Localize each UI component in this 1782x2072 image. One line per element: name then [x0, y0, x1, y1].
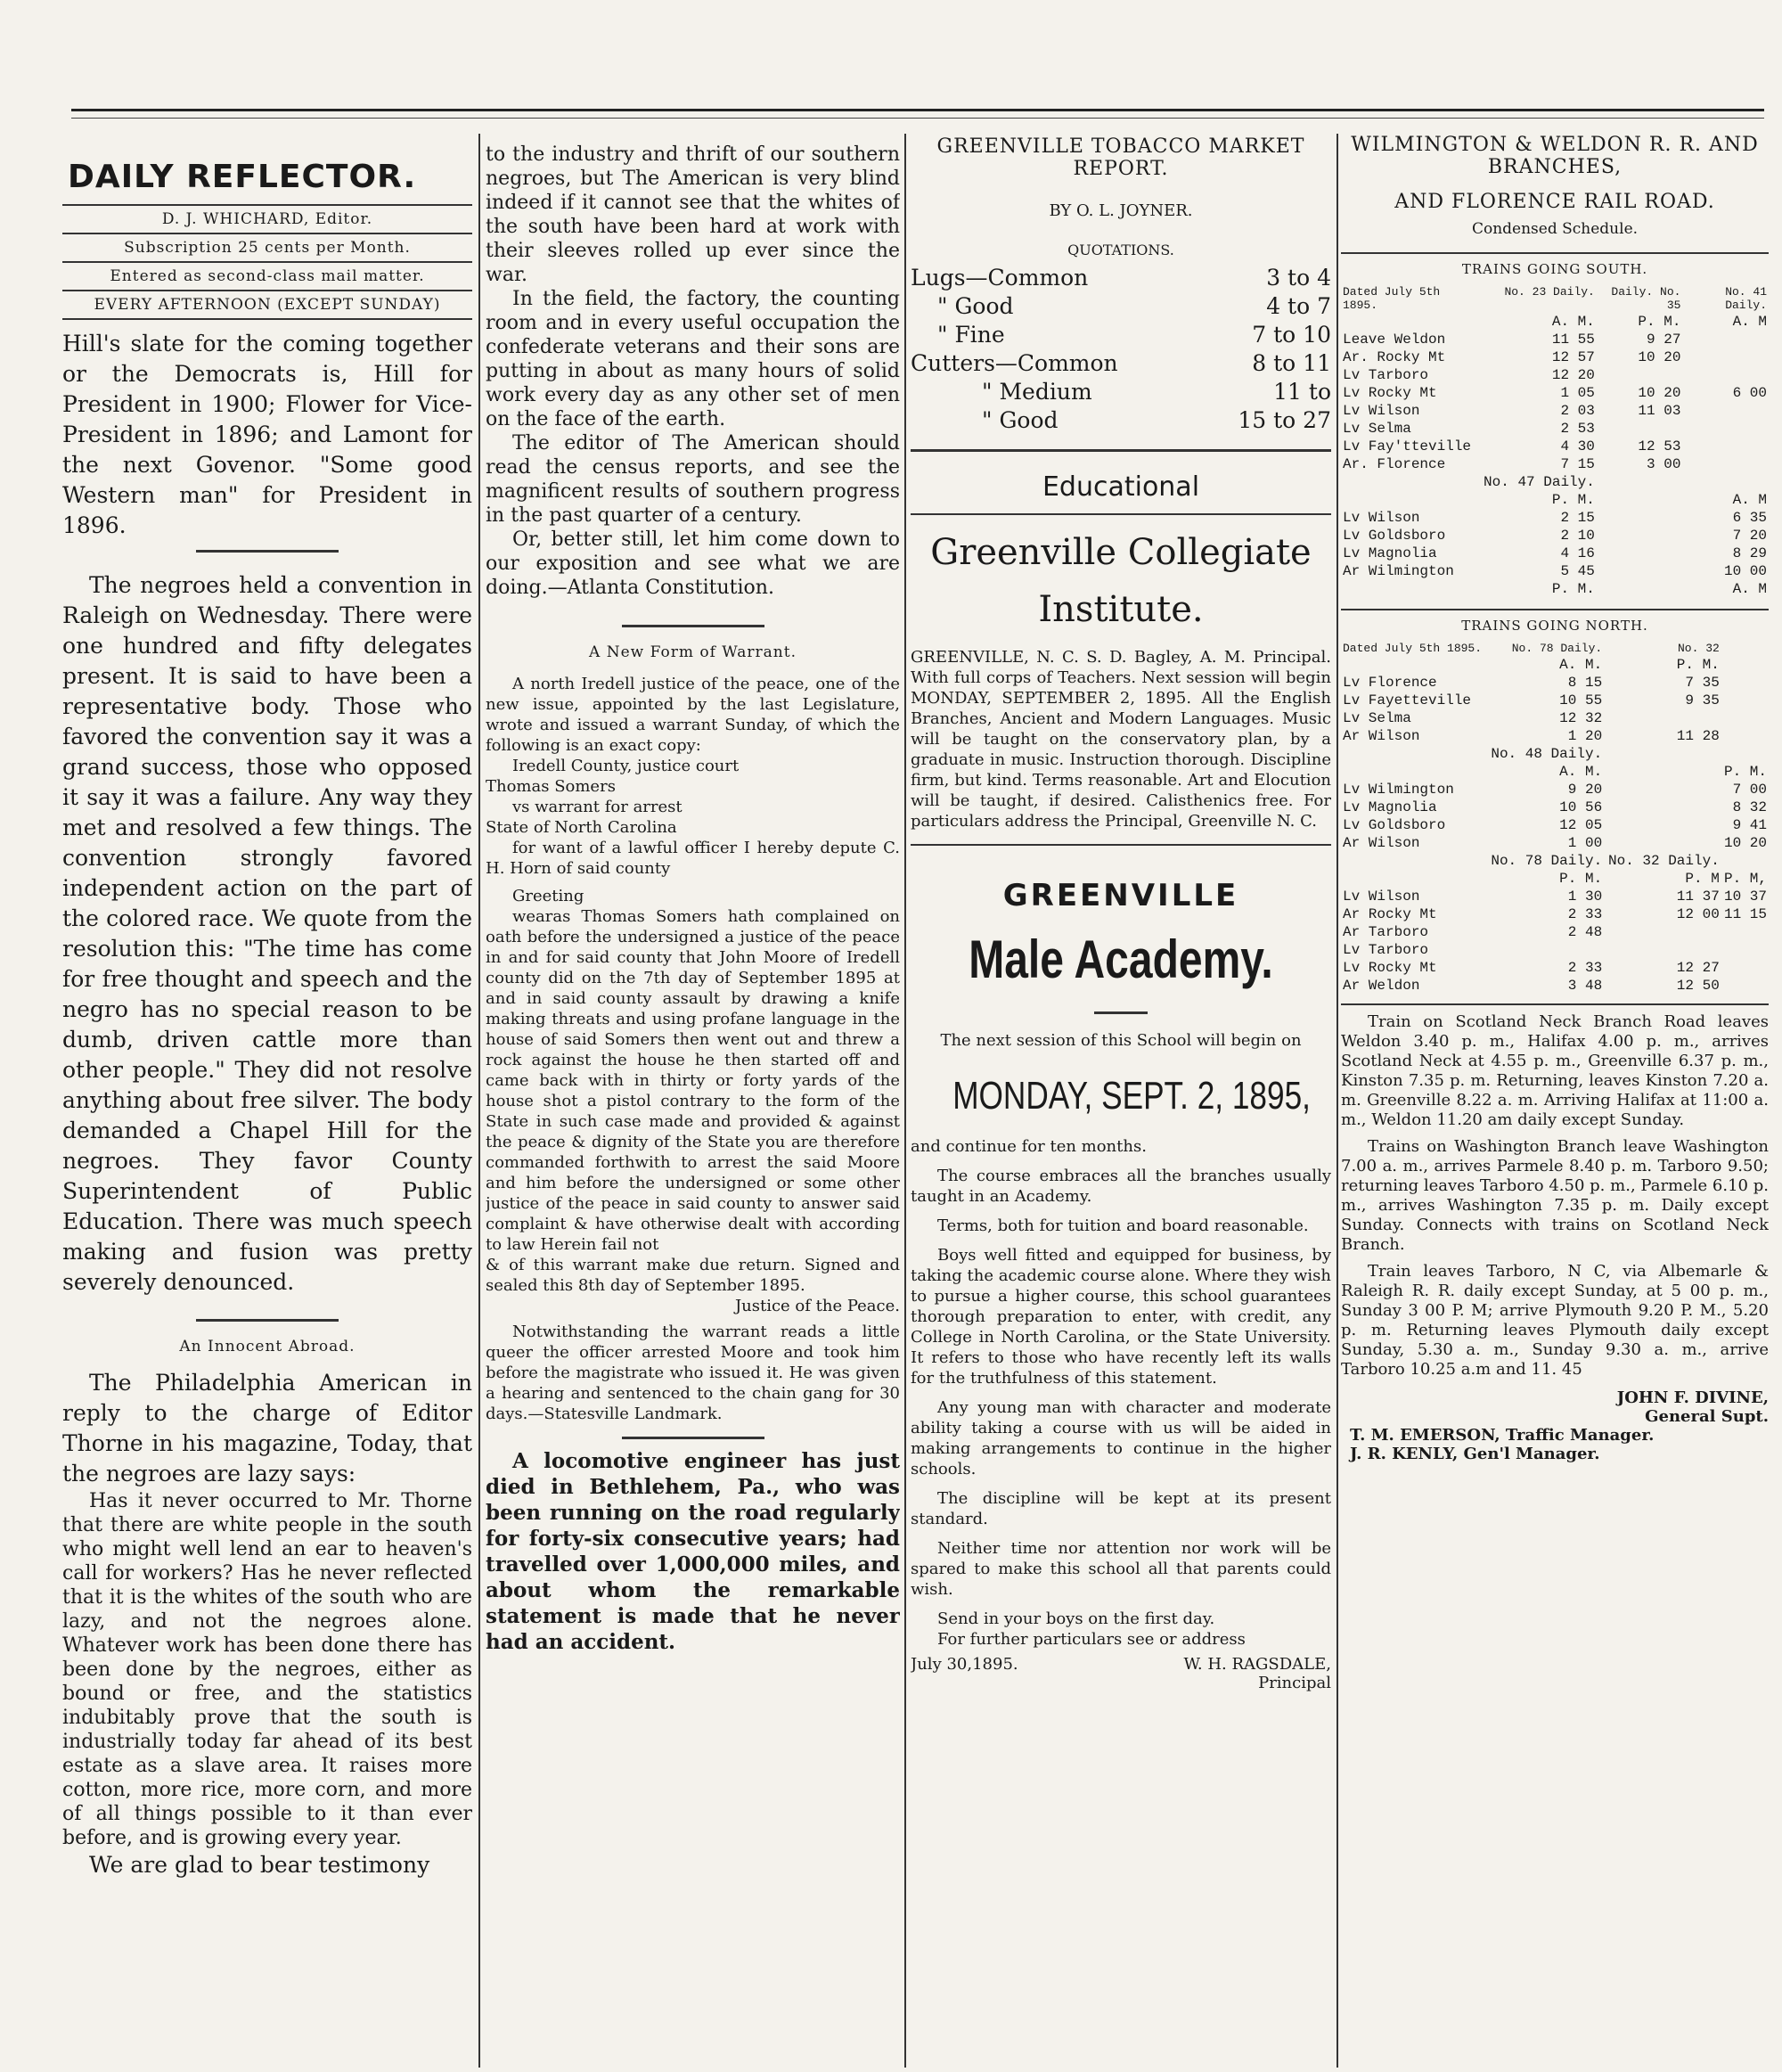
academy-terms: Terms, both for tuition and board reasonable. — [937, 1216, 1309, 1235]
time-cell — [1682, 348, 1769, 366]
station-cell: Lv Magnolia — [1343, 799, 1437, 815]
time-cell: No. 48 Daily. — [1491, 746, 1603, 762]
station-cell — [1341, 491, 1482, 509]
academy-duration: and continue for ten months. — [911, 1137, 1147, 1156]
time-cell: 12 20 — [1551, 367, 1595, 383]
time-cell: A. M. — [1551, 314, 1595, 330]
masthead-title: DAILY REFLECTOR. — [68, 159, 417, 195]
gci-description: GREENVILLE, N. C. S. D. Bagley, A. M. Principal. With full corps of Teachers. Next session will begin MONDAY, SEPTEMBER 2, 1895. All the English Branches, Ancient and Modern Languages. Music will be taught on the conservatory plan, by a graduate in music. Instruction thorough. Discipline firm, but kind. Terms reasonable. Art and Elocution will be taught, if desired. Calisthenics free. For particulars address the Principal, Greenville N. C. — [911, 648, 1331, 831]
time-cell: A. M. — [1559, 764, 1603, 780]
time-cell: 6 00 — [1732, 385, 1767, 401]
separator — [911, 513, 1331, 515]
academy-discipline: The discipline will be kept at its present standard. — [911, 1489, 1331, 1528]
timetable-row — [1341, 745, 1769, 763]
station-cell: Lv Tarboro — [1343, 367, 1429, 383]
tarboro-plymouth-notice: Train leaves Tarboro, N C, via Albemarle & Raleigh R. R. daily except Sunday, at 5 00 p. m., Sunday 3 00 P. M; arrive Plymouth 9.20 P. M., 5.20 p. m. Returning leaves Plymouth daily except Sunday, 5.30 a. m., Sunday 9.30 a. m., arrive Tarboro 10.25 a.m and 11. 45 — [1341, 1262, 1769, 1379]
time-cell: A. M — [1732, 314, 1767, 330]
subscription-line: Subscription 25 cents per Month. — [62, 234, 472, 263]
time-cell — [1682, 331, 1769, 348]
time-cell: No. 78 Daily. — [1511, 642, 1603, 655]
time-cell — [1487, 941, 1605, 959]
time-cell: 11 03 — [1638, 403, 1681, 419]
time-cell: Daily. No. 35 — [1611, 285, 1681, 312]
time-cell: 1 00 — [1567, 835, 1603, 851]
separator — [622, 625, 764, 627]
article-heading-innocent-abroad: An Innocent Abroad. — [179, 1338, 356, 1355]
academy-signature-block — [911, 1655, 1331, 1692]
warrant-depute: for want of a lawful officer I hereby depute C. H. Horn of said county — [486, 839, 900, 878]
quote-row: " Medium 11 to — [982, 379, 1331, 405]
station-cell: Lv Wilson — [1343, 403, 1420, 419]
article-locomotive-engineer: A locomotive engineer has just died in Bethlehem, Pa., who was been running on the road regularly for forty-six consecutive years; had travelled over 1,000,000 miles, and about whom the remarkable statement is made that he never had an accident. — [486, 1449, 900, 1654]
tobacco-report-byline: BY O. L. JOYNER. — [1049, 201, 1193, 220]
time-cell: 1 05 — [1560, 385, 1595, 401]
time-cell: 8 29 — [1732, 545, 1767, 561]
time-cell — [1597, 509, 1683, 527]
time-cell: 7 20 — [1732, 528, 1767, 544]
time-cell — [1721, 745, 1769, 763]
timetable-row — [1341, 656, 1769, 674]
top-rule-thin — [71, 118, 1764, 119]
quotations-table — [911, 264, 1331, 435]
station-cell: Dated July 5th 1895. — [1343, 642, 1483, 655]
time-cell: 9 41 — [1732, 817, 1767, 833]
station-cell: Lv Florence — [1343, 675, 1437, 691]
timetable-row — [1341, 977, 1769, 995]
time-cell: 12 00 — [1676, 906, 1720, 922]
gci-title-line2: Institute. — [1038, 589, 1204, 630]
time-cell: 5 45 — [1560, 563, 1595, 579]
station-cell — [1341, 870, 1487, 888]
timetable-row — [1341, 509, 1769, 527]
timetable-row — [1341, 781, 1769, 798]
time-cell — [1597, 473, 1683, 491]
time-cell — [1604, 941, 1721, 959]
time-cell — [1597, 527, 1683, 545]
station-cell: Ar Wilson — [1343, 835, 1420, 851]
academy-send-boys: Send in your boys on the first day. — [937, 1609, 1215, 1628]
time-cell: 2 33 — [1567, 960, 1603, 976]
article-negro-convention: The negroes held a convention in Raleigh on Wednesday. There were one hundred and fifty delegates present. It is said to have been a representative body. Those who favored the convention say it was a grand success, those who opposed it say it was a failure. Any way they met and resolved a few things. The convention strongly favored independent action on the part of the colored race. We quote from the resolution this: "The time has come for free thought and speech and the negro has no special reason to be dumb, driven cattle more than other people." They did not resolve anything about free silver. The body demanded a Chapel Hill for the negroes. They favor County Superintendent of Public Education. There was much speech making and fusion was pretty severely denounced. — [62, 572, 472, 1295]
academy-young-man: Any young man with character and moderate ability taking a course with us will be aided in making arrangements to continue in the higher schools. — [911, 1398, 1331, 1478]
time-cell — [1682, 366, 1769, 384]
top-rule — [71, 109, 1764, 111]
washington-branch-notice: Trains on Washington Branch leave Washington 7.00 a. m., arrives Parmele 8.40 p. m. Tarboro 9.50; returning leaves Tarboro 4.50 p. m., Parmele 6.10 p. m., arrives Washington 7.35 p. m. Daily except Sunday. Connects with trains on Scotland Neck Branch. — [1341, 1137, 1769, 1254]
time-cell — [1721, 959, 1769, 977]
timetable-row — [1341, 674, 1769, 692]
time-cell: 2 15 — [1560, 510, 1595, 526]
academy-city-heading: GREENVILLE — [1002, 878, 1239, 913]
warrant-intro: A north Iredell justice of the peace, one of the new issue, appointed by the last Legislature, wrote and issued a warrant Sunday, of which the following is an exact copy: — [486, 675, 900, 755]
mail-line: Entered as second-class mail matter. — [62, 263, 472, 291]
station-cell: Lv Selma — [1343, 710, 1411, 726]
time-cell: 10 37 — [1723, 889, 1767, 905]
station-cell: Lv Rocky Mt — [1343, 385, 1437, 401]
time-cell: 3 48 — [1567, 978, 1603, 994]
timetable-row — [1341, 545, 1769, 562]
trains-south-heading: TRAINS GOING SOUTH. — [1461, 261, 1648, 277]
time-cell: 12 53 — [1638, 438, 1681, 455]
station-cell: Lv Magnolia — [1343, 545, 1437, 561]
separator — [1341, 609, 1769, 610]
time-cell — [1721, 709, 1769, 727]
timetable-row — [1341, 331, 1769, 348]
separator — [1341, 252, 1769, 254]
timetable-row — [1341, 852, 1769, 870]
time-cell: P. M. — [1676, 657, 1720, 673]
timetable-north — [1341, 641, 1769, 995]
time-cell — [1597, 545, 1683, 562]
warrant-outcome: Notwithstanding the warrant reads a little queer the officer arrested Moore and took him before the magistrate who issued it. He was given a hearing and sentenced to the chain gang for 30 days.—Statesville Landmark. — [486, 1323, 900, 1423]
time-cell: 8 32 — [1732, 799, 1767, 815]
time-cell: 6 35 — [1732, 510, 1767, 526]
time-cell: 12 32 — [1559, 710, 1603, 726]
schedule-line: EVERY AFTERNOON (EXCEPT SUNDAY) — [62, 291, 472, 320]
time-cell: P. M. — [1638, 314, 1681, 330]
time-cell: P. M. — [1551, 581, 1595, 597]
timetable-row — [1341, 888, 1769, 905]
time-cell: 11 55 — [1551, 332, 1595, 348]
timetable-row — [1341, 941, 1769, 959]
time-cell — [1604, 781, 1721, 798]
timetable-row — [1341, 923, 1769, 941]
time-cell: 2 48 — [1567, 924, 1603, 940]
academy-title: Male Academy. — [969, 930, 1273, 989]
time-cell: 10 20 — [1638, 385, 1681, 401]
time-cell: 2 53 — [1560, 421, 1595, 437]
station-cell: Lv Goldsboro — [1343, 817, 1446, 833]
timetable-south — [1341, 284, 1769, 598]
separator — [622, 1437, 764, 1439]
academy-start-date: MONDAY, SEPT. 2, 1895, — [952, 1074, 1311, 1118]
column-4 — [1341, 134, 1769, 2068]
time-cell — [1604, 923, 1721, 941]
time-cell — [1597, 420, 1683, 438]
time-cell: 12 27 — [1676, 960, 1720, 976]
timetable-row — [1341, 473, 1769, 491]
column-2 — [486, 134, 900, 2068]
time-cell: 12 05 — [1559, 817, 1603, 833]
timetable-row — [1341, 870, 1769, 888]
article-editor-census: The editor of The American should read the census reports, and see the magnificent results of southern progress in the past quarter of a century. — [486, 432, 900, 527]
time-cell: 11 37 — [1676, 889, 1720, 905]
time-cell: P. M — [1685, 871, 1720, 887]
time-cell: P. M. — [1559, 871, 1603, 887]
time-cell — [1682, 402, 1769, 420]
signature-superintendent: JOHN F. DIVINE, — [1616, 1388, 1769, 1407]
time-cell — [1682, 420, 1769, 438]
time-cell: 9 35 — [1685, 692, 1720, 708]
timetable-row — [1341, 816, 1769, 834]
article-exposition: Or, better still, let him come down to our exposition and see what we are doing.—Atlanta Constitution. — [486, 528, 900, 599]
time-cell: 12 57 — [1551, 349, 1595, 365]
time-cell — [1604, 763, 1721, 781]
time-cell: A. M. — [1559, 657, 1603, 673]
station-cell: Lv Selma — [1343, 421, 1411, 437]
academy-signature: W. H. RAGSDALE, Principal — [1183, 1655, 1331, 1692]
time-cell: No. 47 Daily. — [1484, 474, 1595, 490]
station-cell: Ar Weldon — [1343, 978, 1420, 994]
time-cell: 10 00 — [1723, 563, 1767, 579]
time-cell — [1604, 798, 1721, 816]
separator — [911, 449, 1331, 452]
time-cell: 10 20 — [1723, 835, 1767, 851]
quote-row: " Good 15 to 27 — [982, 407, 1331, 433]
time-cell — [1682, 438, 1769, 455]
signature-general-manager: J. R. KENLY, Gen'l Manager. — [1350, 1445, 1600, 1463]
academy-session-intro: The next session of this School will begin on — [940, 1031, 1302, 1050]
time-cell: 7 35 — [1685, 675, 1720, 691]
time-cell: P. M. — [1551, 492, 1595, 508]
educational-heading: Educational — [1042, 471, 1200, 503]
time-cell: 4 30 — [1560, 438, 1595, 455]
time-cell: No. 78 Daily. — [1491, 853, 1603, 869]
time-cell: P. M, — [1723, 871, 1767, 887]
article-innocent-intro: The Philadelphia American in reply to the charge of Editor Thorne in his magazine, Today, that the negroes are lazy says: — [62, 1370, 472, 1486]
time-cell — [1597, 491, 1683, 509]
station-cell — [1341, 313, 1482, 331]
station-cell: Lv Goldsboro — [1343, 528, 1446, 544]
station-cell: Ar Wilmington — [1343, 563, 1454, 579]
time-cell — [1721, 656, 1769, 674]
time-cell: 9 20 — [1567, 782, 1603, 798]
time-cell: 9 27 — [1647, 332, 1681, 348]
time-cell — [1597, 366, 1683, 384]
warrant-body: wearas Thomas Somers hath complained on oath before the undersigned a justice of the peace in and for said county that John Moore of Iredell county did on the 7th day of September 1895 at and in said county assault by drawing a knife making threats and using profane language in the house of said Somers then went out and threw a rock against the house he then started off and came back with in thirty or forty yards of the house shot a pistol contrary to the form of the State in such case made and provided & against the peace & dignity of the State you are therefore commanded forthwith to arrest the said Moore and him before the undersigned or some other justice of the peace in said county to answer said complaint & have otherwise dealt with according to law Herein fail not — [486, 907, 900, 1254]
separator — [911, 844, 1331, 846]
station-cell — [1341, 763, 1487, 781]
warrant-return: & of this warrant make due return. Signed and sealed this 8th day of September 1895. — [486, 1256, 900, 1295]
station-cell — [1341, 852, 1487, 870]
academy-date: July 30,1895. — [911, 1655, 1018, 1674]
railroad-subtitle: AND FLORENCE RAIL ROAD. — [1394, 191, 1715, 213]
time-cell — [1721, 692, 1769, 709]
time-cell: 4 16 — [1560, 545, 1595, 561]
station-cell: Lv Tarboro — [1343, 942, 1429, 958]
time-cell: No. 23 Daily. — [1504, 285, 1595, 299]
station-cell — [1341, 473, 1482, 491]
time-cell: 7 00 — [1732, 782, 1767, 798]
station-cell: Lv Fayetteville — [1343, 692, 1472, 708]
station-cell: Ar. Rocky Mt — [1343, 349, 1446, 365]
editor-line: D. J. WHICHARD, Editor. — [62, 204, 472, 234]
time-cell: 12 50 — [1676, 978, 1720, 994]
time-cell — [1597, 580, 1683, 598]
timetable-row — [1341, 420, 1769, 438]
station-cell: Ar Rocky Mt — [1343, 906, 1437, 922]
time-cell: 10 55 — [1559, 692, 1603, 708]
academy-attention: Neither time nor attention nor work will be spared to make this school all that parents could wish. — [911, 1539, 1331, 1599]
time-cell: 2 03 — [1560, 403, 1595, 419]
timetable-row — [1341, 834, 1769, 852]
timetable-row — [1341, 959, 1769, 977]
timetable-row — [1341, 366, 1769, 384]
article-heading-warrant: A New Form of Warrant. — [589, 643, 797, 661]
academy-particulars: For further particulars see or address — [937, 1630, 1246, 1649]
column-divider — [904, 134, 906, 2068]
timetable-row — [1341, 284, 1769, 313]
signature-superintendent-title: General Supt. — [1645, 1407, 1769, 1426]
time-cell: 10 56 — [1559, 799, 1603, 815]
academy-course: The course embraces all the branches usually taught in an Academy. — [911, 1167, 1331, 1206]
separator — [196, 550, 339, 553]
timetable-row — [1341, 798, 1769, 816]
station-cell: Dated July 5th 1895. — [1343, 285, 1441, 312]
station-cell: Lv Rocky Mt — [1343, 960, 1437, 976]
scotland-neck-notice: Train on Scotland Neck Branch Road leaves Weldon 3.40 p. m., Halifax 4.00 p. m., arrives Scotland Neck at 4.55 p. m., Greenville 6.37 p. m., Kinston 7.35 p. m. Returning, leaves Kinston 7.20 a. m. Greenville 8.22 a. m. Arriving Halifax at 11:00 a. m., Weldon 11.20 am daily except Sunday. — [1341, 1012, 1769, 1129]
timetable-row — [1341, 348, 1769, 366]
time-cell — [1721, 852, 1769, 870]
column-1 — [62, 134, 472, 2068]
quote-row: Cutters—Common 8 to 11 — [911, 350, 1331, 376]
time-cell: A. M — [1732, 581, 1767, 597]
trains-north-heading: TRAINS GOING NORTH. — [1461, 618, 1648, 634]
time-cell — [1721, 977, 1769, 995]
gci-title-line1: Greenville Collegiate — [930, 532, 1312, 573]
warrant-plaintiff: Thomas Somers — [486, 777, 616, 796]
article-hill-slate: Hill's slate for the coming together or the Democrats is, Hill for President in 1900; Flower for Vice-President in 1896; and Lamont for the next Govenor. "Some good Western man" for President in 1896. — [62, 331, 472, 538]
timetable-row — [1341, 527, 1769, 545]
time-cell: 8 15 — [1567, 675, 1603, 691]
separator — [1094, 1011, 1148, 1014]
article-continued: to the industry and thrift of our southern negroes, but The American is very blind indeed if it cannot see that the whites of the south have been hard at work with their sleeves rolled up ever since the war. — [486, 143, 900, 286]
time-cell: 3 00 — [1647, 456, 1681, 472]
tobacco-report-title: GREENVILLE TOBACCO MARKET REPORT. — [936, 135, 1305, 180]
time-cell: A. M — [1732, 492, 1767, 508]
quote-row: " Fine 7 to 10 — [937, 322, 1331, 348]
time-cell — [1604, 816, 1721, 834]
quote-row: " Good 4 to 7 — [937, 293, 1331, 319]
time-cell — [1721, 727, 1769, 745]
time-cell: No. 32 Daily. — [1607, 853, 1720, 869]
condensed-schedule-label: Condensed Schedule. — [1471, 220, 1639, 238]
time-cell — [1604, 745, 1721, 763]
station-cell — [1341, 656, 1487, 674]
station-cell: Leave Weldon — [1343, 332, 1446, 348]
separator — [196, 1319, 339, 1322]
railroad-title: WILMINGTON & WELDON R. R. AND BRANCHES, — [1351, 134, 1759, 178]
time-cell: 10 20 — [1638, 349, 1681, 365]
time-cell — [1721, 674, 1769, 692]
warrant-county: Iredell County, justice court — [512, 757, 740, 775]
time-cell — [1682, 455, 1769, 473]
warrant-state: State of North Carolina — [486, 818, 677, 837]
timetable-row — [1341, 491, 1769, 509]
timetable-row — [1341, 402, 1769, 420]
time-cell: No. 41 Daily. — [1725, 285, 1767, 312]
timetable-row — [1341, 709, 1769, 727]
article-field-factory: In the field, the factory, the counting room and in every useful occupation the confederate veterans and their sons are putting in about as many hours of solid work every day as any other set of men on the face of the earth. — [486, 288, 900, 430]
timetable-row — [1341, 455, 1769, 473]
time-cell — [1721, 941, 1769, 959]
time-cell — [1721, 641, 1769, 656]
timetable-row — [1341, 641, 1769, 656]
signature-traffic-manager: T. M. EMERSON, Traffic Manager. — [1350, 1426, 1655, 1445]
column-divider — [478, 134, 480, 2068]
station-cell: Lv Wilson — [1343, 889, 1420, 905]
time-cell — [1597, 562, 1683, 580]
time-cell: P. M. — [1723, 764, 1767, 780]
timetable-row — [1341, 692, 1769, 709]
timetable-row — [1341, 905, 1769, 923]
station-cell: Lv Fay'tteville — [1343, 438, 1472, 455]
article-innocent-end: We are glad to bear testimony — [89, 1852, 430, 1878]
time-cell: 2 33 — [1567, 906, 1603, 922]
quote-row: Lugs—Common 3 to 4 — [911, 265, 1331, 291]
time-cell: 11 28 — [1676, 728, 1720, 744]
timetable-row — [1341, 313, 1769, 331]
time-cell — [1682, 473, 1769, 491]
warrant-vs: vs warrant for arrest — [512, 798, 683, 816]
station-cell: Ar. Florence — [1343, 456, 1446, 472]
station-cell: Lv Wilmington — [1343, 782, 1454, 798]
timetable-row — [1341, 727, 1769, 745]
timetable-row — [1341, 562, 1769, 580]
time-cell: No. 32 — [1678, 642, 1720, 655]
station-cell — [1341, 745, 1487, 763]
time-cell — [1604, 709, 1721, 727]
warrant-justice: Justice of the Peace. — [734, 1297, 900, 1315]
station-cell — [1341, 580, 1482, 598]
timetable-row — [1341, 384, 1769, 402]
station-cell: Ar Wilson — [1343, 728, 1420, 744]
column-3 — [911, 134, 1331, 2068]
time-cell: 11 15 — [1723, 906, 1767, 922]
timetable-row — [1341, 438, 1769, 455]
separator — [1341, 1003, 1769, 1005]
time-cell: 1 20 — [1567, 728, 1603, 744]
station-cell: Ar Tarboro — [1343, 924, 1429, 940]
column-divider — [1336, 134, 1338, 2068]
time-cell — [1721, 923, 1769, 941]
academy-boys-fitted: Boys well fitted and equipped for business, by taking the academic course alone. Where they wish to pursue a higher course, this school guarantees thorough preparation to enter, with credit, any College in North Carolina, or the State University. It refers to those who have recently left its walls for the truthfulness of this statement. — [911, 1246, 1331, 1388]
warrant-greeting: Greeting — [512, 887, 584, 905]
time-cell: 2 10 — [1560, 528, 1595, 544]
timetable-row — [1341, 580, 1769, 598]
quotations-label: QUOTATIONS. — [1067, 242, 1174, 258]
article-innocent-body: Has it never occurred to Mr. Thorne that there are white people in the south who might well lend an ear to heaven's call for workers? Has he never reflected that it is the whites of the south who are lazy, and not the negroes alone. Whatever work has been done there has been done by the negroes, either as bound or free, and the statistics indubitably prove that the south is industrially today far ahead of its best estate as a slave area. It raises more cotton, more rice, more corn, and more of all things possible to it than ever before, and is growing every year. — [62, 1490, 472, 1849]
timetable-row — [1341, 763, 1769, 781]
station-cell: Lv Wilson — [1343, 510, 1420, 526]
time-cell: 7 15 — [1560, 456, 1595, 472]
time-cell: 1 30 — [1567, 889, 1603, 905]
time-cell — [1604, 834, 1721, 852]
